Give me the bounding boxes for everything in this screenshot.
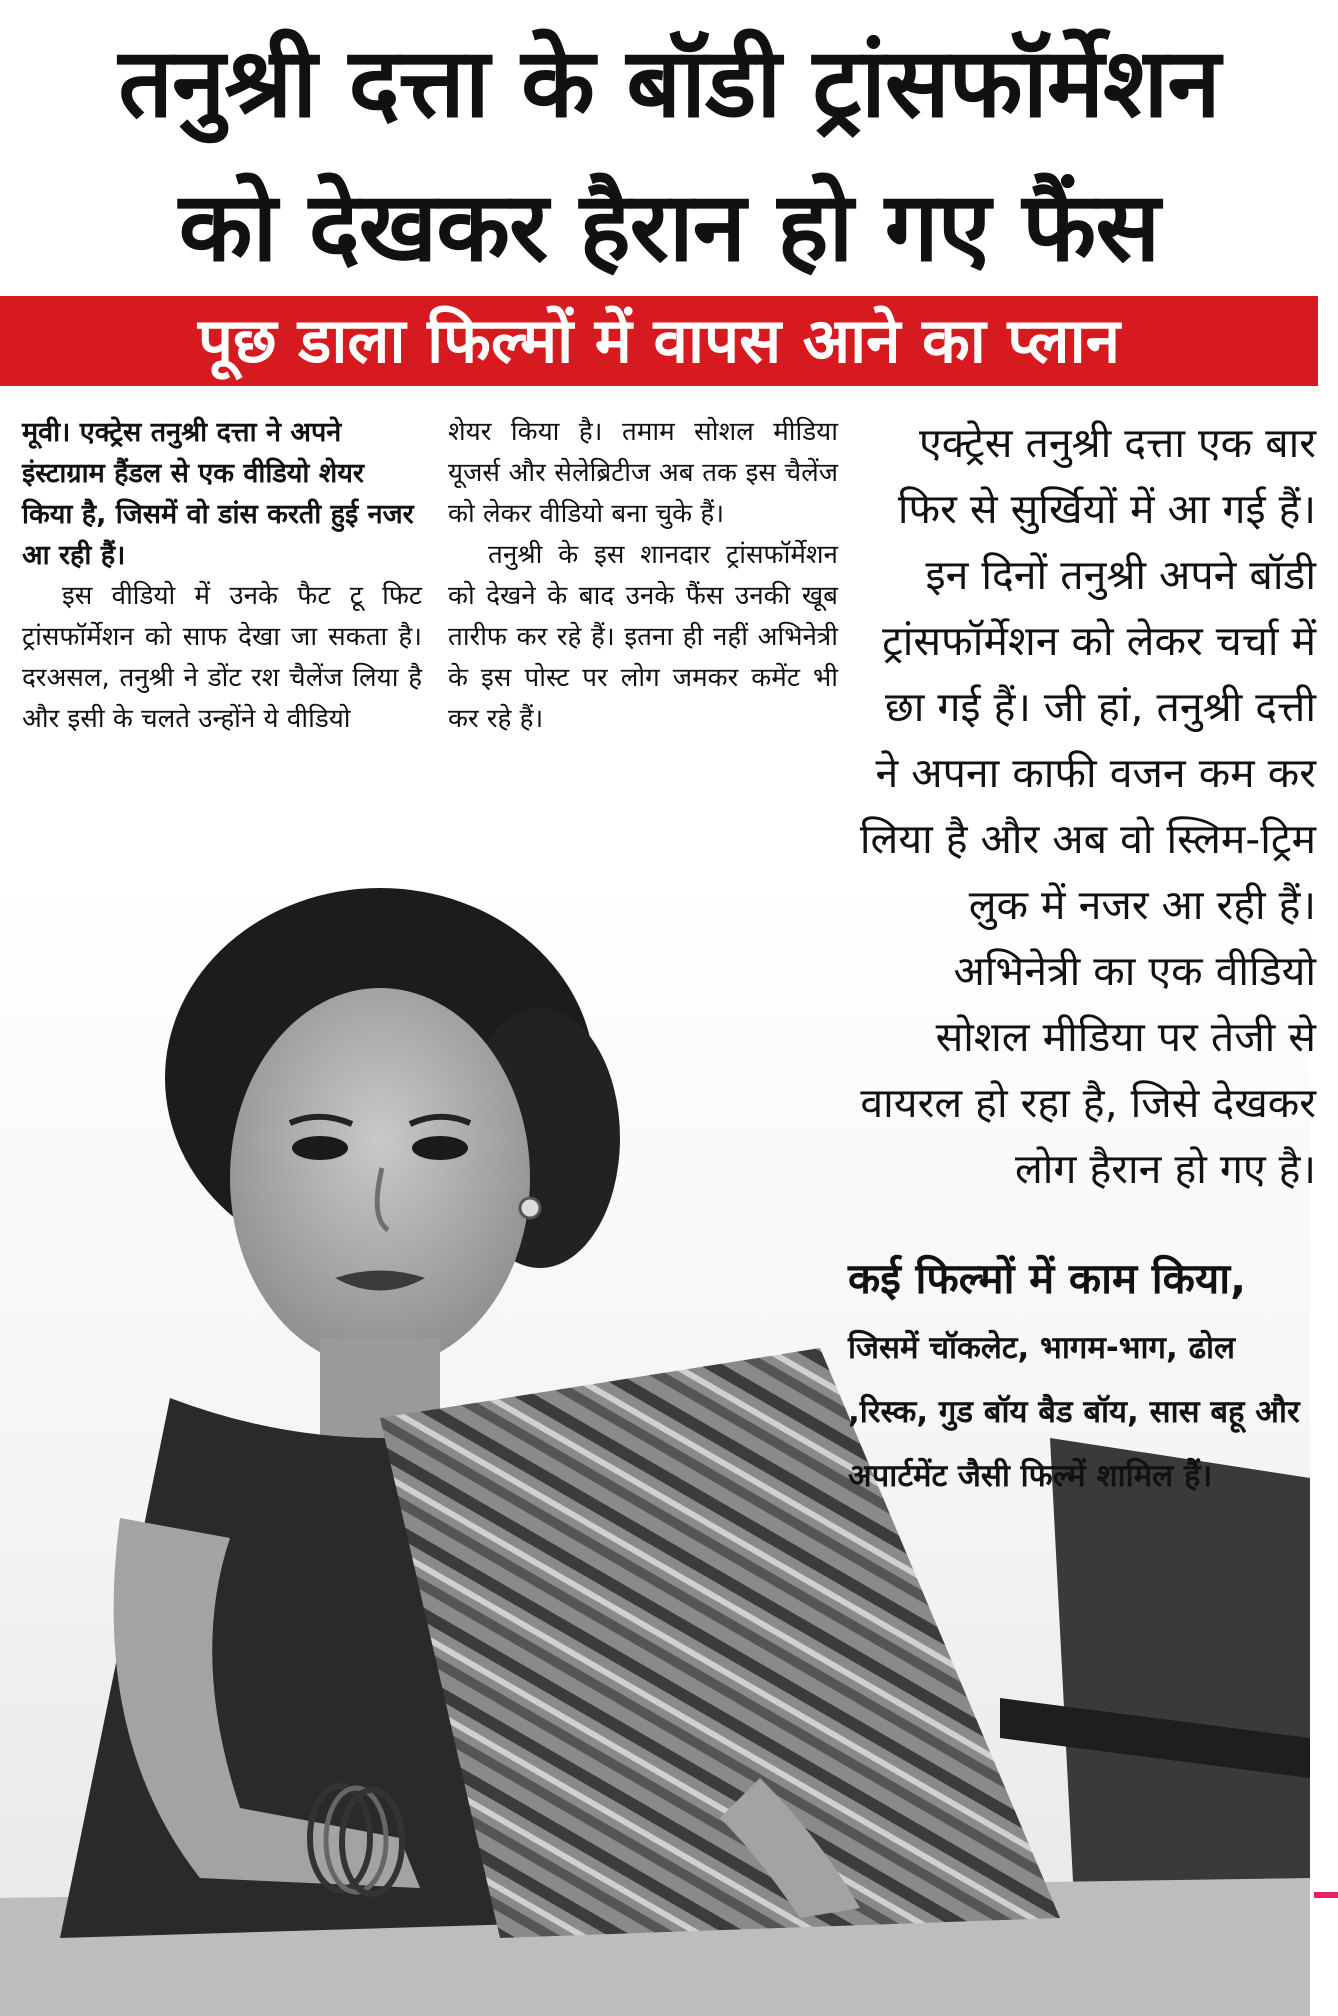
article-intro-paragraph: एक्ट्रेस तनुश्री दत्ता एक बार फिर से सुर्खियों में आ गई हैं। इन दिनों तनुश्री अपने बॉडी ट्रांसफॉर्मेशन को लेकर चर्चा में छा गई हैं। जी हां, तनुश्री दत्ती ने अपना काफी वजन कम कर लिया है और अब वो स्लिम-ट्रिम लुक में नजर आ रही हैं। अभिनेत्री का एक वीडियो सोशल मीडिया पर तेजी से वायरल हो रहा है, जिसे देखकर लोग हैरान हो गए है। (859, 419, 1316, 1193)
article-paragraph: तनुश्री के इस शानदार ट्रांसफॉर्मेशन को देखने के बाद उनके फैंस उनकी खूब तारीफ कर रहे हैं। इतना ही नहीं अभिनेत्री के इस पोस्ट पर लोग जमकर कमेंट भी कर रहे हैं। (448, 540, 838, 734)
subheadline: पूछ डाला फिल्मों में वापस आने का प्लान (197, 304, 1121, 377)
article-column-1 (22, 412, 422, 740)
sidebar-heading: कई फिल्मों में काम किया, (848, 1254, 1247, 1303)
sidebar-body: जिसमें चॉकलेट, भागम-भाग, ढोल ,रिस्क, गुड बॉय बैड बॉय, सास बहू और अपार्टमेंट जैसी फिल्में शामिल हैं। (848, 1330, 1300, 1494)
article-paragraph: इस वीडियो में उनके फैट टू फिट ट्रांसफॉर्मेशन को साफ देखा जा सकता है। दरअसल, तनुश्री ने डोंट रश चैलेंज लिया है और इसी के चलते उन्होंने ये वीडियो (22, 581, 422, 734)
headline-line-2: को देखकर हैरान हो गए फैंस (178, 171, 1160, 283)
article-column-3 (858, 410, 1316, 1202)
article-lead: मूवी। एक्ट्रेस तनुश्री दत्ता ने अपने इंस्टाग्राम हैंडल से एक वीडियो शेयर किया है, जिसमें वो डांस करती हुई नजर आ रही हैं। (22, 417, 414, 571)
article-paragraph: शेयर किया है। तमाम सोशल मीडिया यूजर्स और सेलेब्रिटीज अब तक इस चैलेंज को लेकर वीडियो बना चुके हैं। (448, 417, 838, 529)
page-edge-mark (1314, 1892, 1338, 1898)
subheadline-band (0, 296, 1318, 386)
article-column-2 (448, 412, 838, 740)
headline-line-1: तनुश्री दत्ता के बॉडी ट्रांसफॉर्मेशन (118, 27, 1220, 139)
films-sidebar (848, 1250, 1308, 1508)
